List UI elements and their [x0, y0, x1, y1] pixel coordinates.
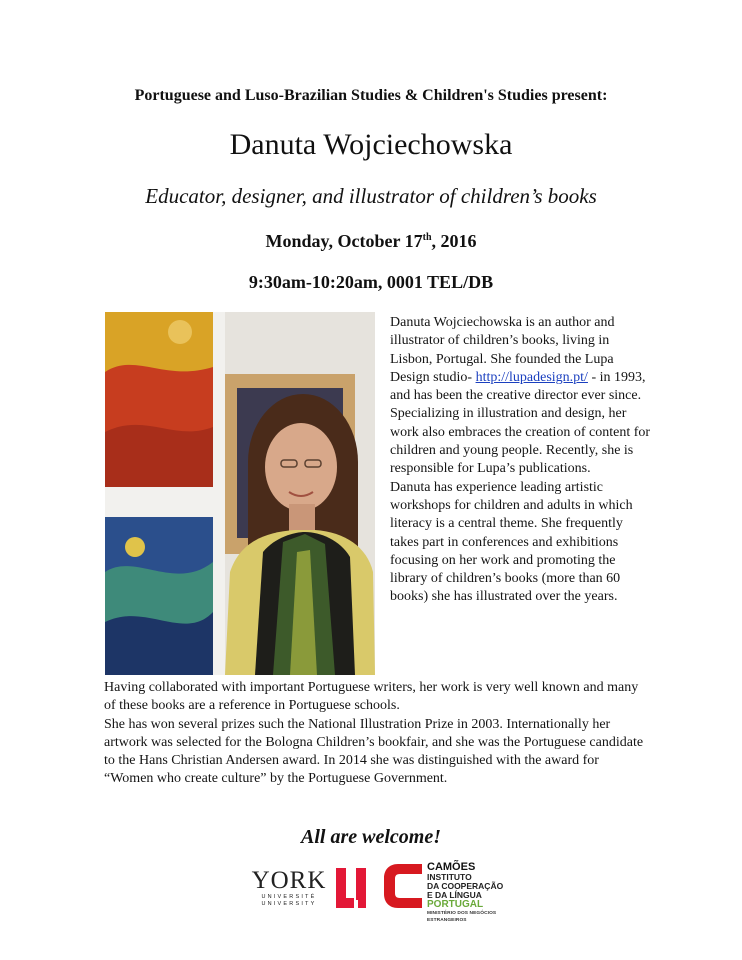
bio-text-3: Having collaborated with important Portuguese writers, her work is very well known and many of these books are a reference in Portuguese schools.: [104, 680, 639, 714]
speaker-subtitle: Educator, designer, and illustrator of children’s books: [145, 184, 597, 208]
camoes-c-mark-icon: [380, 860, 426, 912]
speaker-name: Danuta Wojciechowska: [229, 128, 513, 161]
date-ordinal: th: [422, 232, 432, 243]
sponsor-logos: [248, 858, 508, 923]
camoes-portugal: PORTUGAL: [427, 899, 484, 910]
date-prefix: Monday, October 17: [265, 231, 423, 251]
welcome-text: All are welcome!: [301, 826, 441, 848]
camoes-line-2: DA COOPERAÇÃO: [427, 881, 504, 891]
bio-paragraph-1: [390, 314, 652, 607]
bio-text-1b: - in 1993, and has been the creative director ever since. Specializing in illustration and design, her work also embraces the creation of content for children and young people. Recently, she is responsible for Lupa’s publications.: [390, 369, 651, 477]
event-time-place: 9:30am-10:20am, 0001 TEL/DB: [248, 272, 494, 292]
date-suffix: , 2016: [431, 231, 477, 251]
camoes-line-1: INSTITUTO: [427, 872, 472, 882]
camoes-institute-logo: [427, 862, 517, 924]
bio-text-4: She has won several prizes such the National Illustration Prize in 2003. Internationally her artwork was selected for the Bologna Children’s bookfair, and she was the Portuguese candidate to the Hans Christian Andersen award. In 2014 she was distinguished with the award for “Women who create culture” by the Portuguese Government.: [104, 716, 644, 787]
camoes-ministry: MINISTÉRIO DOS NEGÓCIOS ESTRANGEIROS: [427, 911, 497, 923]
york-sub-fr: UNIVERSITÉ: [261, 894, 317, 900]
bio-text-1a: Danuta Wojciechowska is an author and illustrator of children’s books, living in Lisbon, Portugal. She founded the Lupa Design studio-: [390, 315, 615, 385]
camoes-title: CAMÕES: [427, 861, 476, 873]
york-red-mark-icon: [334, 866, 372, 910]
bio-paragraph-2: Danuta has experience leading artistic workshops for children and adults in which literacy is a central theme. She frequently takes part in conferences and exhibitions focusing on her work and promoting the library of children’s books (more than 60 books) she has illustrated over the years.: [390, 479, 633, 605]
camoes-line-3: E DA LÍNGUA: [427, 890, 482, 900]
speaker-photo: [105, 312, 375, 675]
york-wordmark: YORK: [251, 867, 327, 894]
bio-paragraph-3: [104, 679, 649, 789]
york-university-logo: [248, 868, 330, 908]
york-sub-en: UNIVERSITY: [261, 901, 317, 907]
lupa-design-link[interactable]: http://lupadesign.pt/: [475, 369, 588, 385]
presenter-line: Portuguese and Luso-Brazilian Studies & Children's Studies present:: [134, 87, 608, 104]
event-date: [0, 231, 742, 252]
